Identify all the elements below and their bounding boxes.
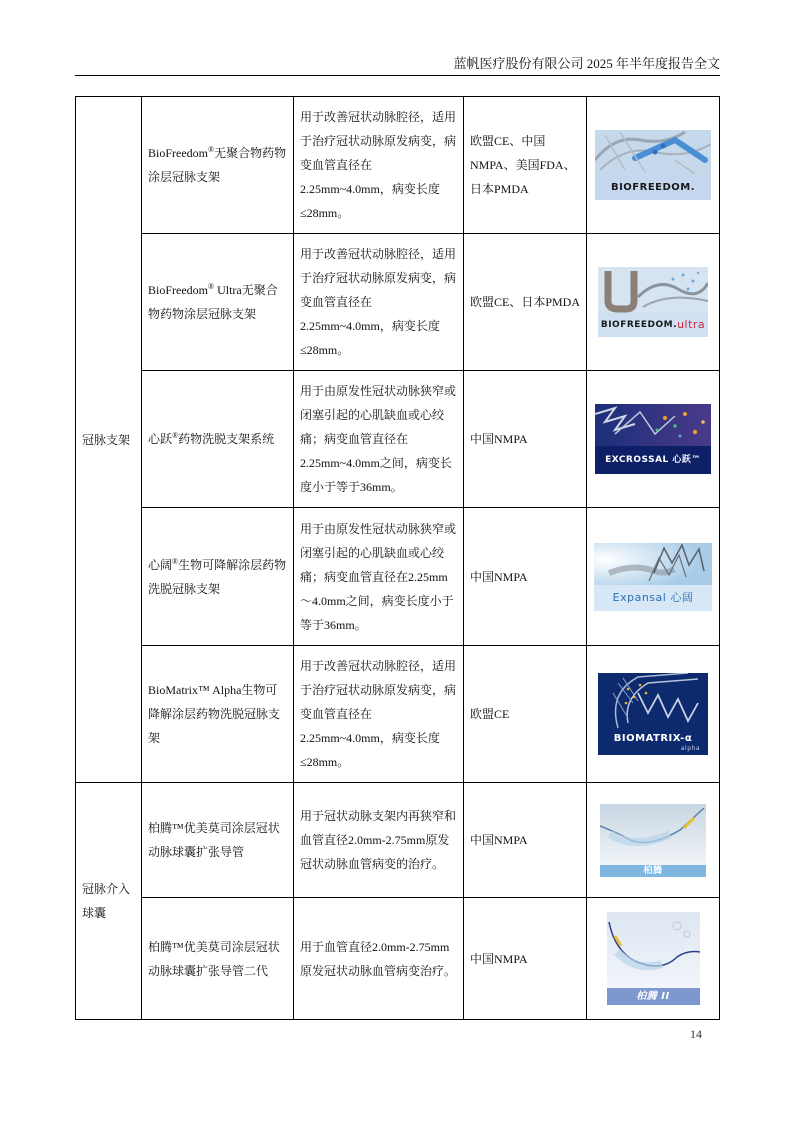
table-row: [76, 898, 720, 1020]
product-name-cell: 心阔®生物可降解涂层药物洗脱冠脉支架: [142, 508, 294, 646]
indication-cell: 用于血管直径2.0mm-2.75mm原发冠状动脉血管病变治疗。: [294, 898, 464, 1020]
table-row: [76, 508, 720, 646]
product-image-cell: [587, 97, 720, 234]
product-image-cell: [587, 371, 720, 508]
report-title: 蓝帆医疗股份有限公司 2025 年半年度报告全文: [453, 56, 720, 71]
table-row: [76, 646, 720, 783]
product-image-cell: [587, 646, 720, 783]
product-image-cell: [587, 898, 720, 1020]
approval-cell: 中国NMPA: [464, 508, 587, 646]
baiteng-balloon-logo-icon: 柏腾: [600, 804, 706, 877]
approval-cell: 欧盟CE: [464, 646, 587, 783]
page-number: 14: [690, 1027, 702, 1041]
excrossal-logo-icon: EXCROSSAL 心跃™: [595, 404, 711, 474]
category-label: 冠脉支架: [82, 432, 131, 447]
indication-cell: 用于改善冠状动脉腔径，适用于治疗冠状动脉原发病变，病变血管直径在2.25mm~4.0mm，病变长度≤28mm。: [294, 234, 464, 371]
baiteng-ii-balloon-logo-icon: 柏腾 II: [607, 912, 700, 1005]
indication-cell: 用于改善冠状动脉腔径，适用于治疗冠状动脉原发病变，病变血管直径在2.25mm~4.0mm，病变长度≤28mm。: [294, 97, 464, 234]
product-image-cell: [587, 234, 720, 371]
page-header: [75, 56, 720, 76]
approval-cell: 中国NMPA: [464, 898, 587, 1020]
approval-cell: 欧盟CE、日本PMDA: [464, 234, 587, 371]
table-row: [76, 97, 720, 234]
indication-cell: 用于由原发性冠状动脉狭窄或闭塞引起的心肌缺血或心绞痛；病变血管直径在2.25mm~4.0mm之间，病变长度小于等于36mm。: [294, 371, 464, 508]
category-label: 冠脉介入球囊: [82, 882, 131, 920]
product-name-cell: BioFreedom® Ultra无聚合物药物涂层冠脉支架: [142, 234, 294, 371]
biofreedom-ultra-logo-icon: BIOFREEDOM. ultra: [598, 267, 708, 337]
product-name-cell: 柏腾™优美莫司涂层冠状动脉球囊扩张导管: [142, 783, 294, 898]
indication-cell: 用于改善冠状动脉腔径，适用于治疗冠状动脉原发病变，病变血管直径在2.25mm~4.0mm，病变长度≤28mm。: [294, 646, 464, 783]
approval-cell: 中国NMPA: [464, 371, 587, 508]
table-row: [76, 234, 720, 371]
product-table: [75, 96, 720, 1020]
product-name-cell: BioFreedom®无聚合物药物涂层冠脉支架: [142, 97, 294, 234]
indication-cell: 用于由原发性冠状动脉狭窄或闭塞引起的心肌缺血或心绞痛；病变血管直径在2.25mm～4.0mm之间，病变长度小于等于36mm。: [294, 508, 464, 646]
category-cell: [76, 97, 142, 783]
product-name-cell: 柏腾™优美莫司涂层冠状动脉球囊扩张导管二代: [142, 898, 294, 1020]
biomatrix-alpha-logo-icon: BIOMATRIX-α alpha: [598, 673, 708, 755]
product-image-cell: [587, 508, 720, 646]
product-name-cell: 心跃®药物洗脱支架系统: [142, 371, 294, 508]
table-row: [76, 371, 720, 508]
category-cell: [76, 783, 142, 1020]
approval-cell: 欧盟CE、中国NMPA、美国FDA、日本PMDA: [464, 97, 587, 234]
indication-cell: 用于冠状动脉支架内再狭窄和血管直径2.0mm-2.75mm原发冠状动脉血管病变的治疗。: [294, 783, 464, 898]
product-name-cell: BioMatrix™ Alpha生物可降解涂层药物洗脱冠脉支架: [142, 646, 294, 783]
approval-cell: 中国NMPA: [464, 783, 587, 898]
biofreedom-logo-icon: BIOFREEDOM.: [595, 130, 711, 200]
expansal-logo-icon: Expansal 心阔: [594, 543, 712, 611]
table-row: [76, 783, 720, 898]
product-image-cell: [587, 783, 720, 898]
